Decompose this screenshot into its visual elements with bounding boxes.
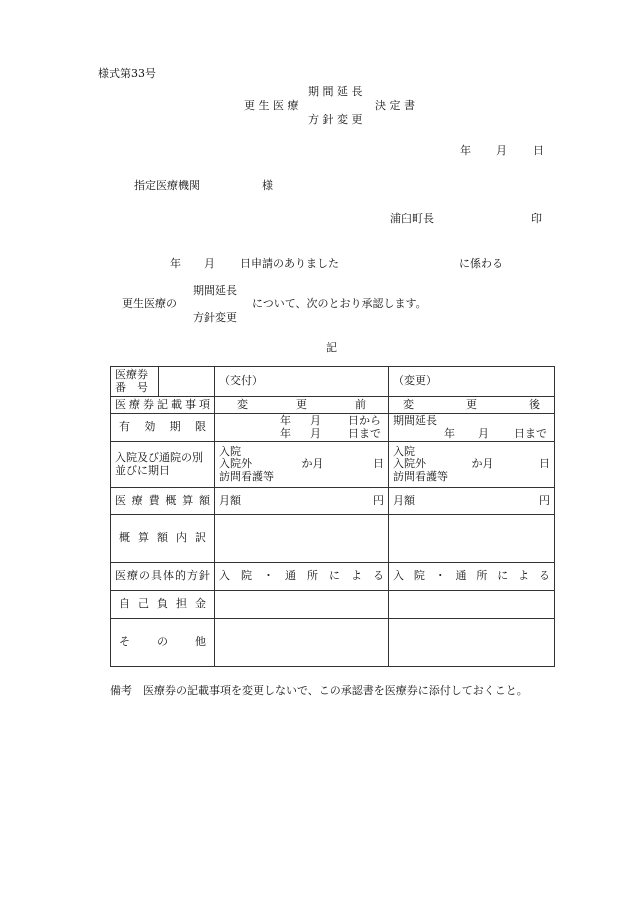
note: 備考 医療券の記載事項を変更しないで、この承認書を医療券に添付しておくこと。: [110, 684, 528, 697]
breakdown-after-cell: [389, 515, 555, 563]
table-row-ticket: [111, 367, 555, 397]
days-before-visit: 訪問看護等: [219, 469, 274, 483]
days-before-day: 日: [373, 457, 384, 471]
cost-after-cell: [389, 488, 555, 515]
items-after-2: 更: [466, 397, 477, 411]
approval-option-extension: 期間延長: [193, 284, 237, 297]
policy-b-3: 通: [285, 569, 296, 583]
breakdown-label: 概算額内訳: [111, 515, 215, 563]
ticket-label-line2: 番 号: [115, 380, 148, 394]
recipient-honorific: 様: [262, 179, 273, 192]
issuer-name: 浦臼町長: [390, 212, 434, 225]
policy-b-1: 院: [241, 569, 252, 583]
policy-b-6: よ: [351, 569, 362, 583]
table-row-period: [111, 414, 555, 442]
col-before-label: （交付）: [219, 374, 263, 388]
table-row-policy: [111, 563, 555, 591]
application-year: 年: [170, 257, 181, 270]
days-label-cell: [111, 442, 215, 488]
cost-label: 医療費概算額: [111, 488, 215, 515]
period-b2-day: 日まで: [348, 426, 381, 440]
cost-after-yen: 円: [539, 493, 550, 507]
copay-after-cell: [389, 591, 555, 619]
period-before-cell: [215, 414, 389, 442]
days-label-line2: 並びに期日: [115, 463, 170, 477]
table-row-days: [111, 442, 555, 488]
date-year: 年: [460, 144, 471, 157]
table-row-copay: [111, 591, 555, 619]
policy-a-3: 通: [455, 569, 467, 583]
policy-b-0: 入: [219, 569, 230, 583]
days-after-months: か月: [471, 457, 494, 471]
application-text: 日申請のありました: [240, 257, 339, 270]
period-b1-month: 月: [310, 413, 321, 427]
policy-a-2: ・: [434, 569, 446, 583]
date-month: 月: [496, 144, 507, 157]
period-after-cell: [389, 414, 555, 442]
policy-before-cell: [215, 563, 389, 591]
cost-before-yen: 円: [373, 493, 384, 507]
period-a2-day: 日まで: [514, 426, 547, 440]
ticket-label-line1: 医療券: [115, 367, 148, 381]
period-after-extension: 期間延長: [393, 413, 437, 427]
breakdown-before-cell: [215, 515, 389, 563]
days-label-line1: 入院及び通院の別: [115, 450, 203, 464]
other-before-cell: [215, 619, 389, 667]
items-after-1: 変: [403, 397, 414, 411]
policy-b-5: に: [329, 569, 340, 583]
recipient-name: 指定医療機関: [134, 179, 200, 192]
date-day: 日: [533, 144, 544, 157]
days-before-cell: [215, 442, 389, 488]
policy-b-7: る: [373, 569, 384, 583]
ticket-label-cell: [111, 367, 159, 397]
period-a2-year: 年: [444, 426, 455, 440]
table-row-breakdown: [111, 515, 555, 563]
days-before-months: か月: [301, 457, 324, 471]
issuer-seal: 印: [531, 212, 542, 225]
policy-after-cell: [389, 563, 555, 591]
title-prefix: 更 生 医 療: [244, 99, 299, 112]
table-row-cost: [111, 488, 555, 515]
days-after-visit: 訪問看護等: [393, 469, 448, 483]
col-after-cell: [389, 367, 555, 397]
items-before-3: 前: [355, 397, 366, 411]
table-row-items: [111, 397, 555, 414]
policy-a-0: 入: [393, 569, 404, 583]
policy-a-5: に: [497, 569, 509, 583]
form-number: 様式第33号: [98, 67, 156, 80]
cost-before-monthly: 月額: [219, 493, 241, 507]
policy-a-7: る: [538, 569, 550, 583]
table-row-other: [111, 619, 555, 667]
title-option-change: 方 針 変 更: [308, 113, 363, 126]
policy-b-2: ・: [263, 569, 274, 583]
other-label: そ の 他: [111, 619, 215, 667]
days-after-in: 入院: [393, 444, 415, 458]
days-after-cell: [389, 442, 555, 488]
cost-before-cell: [215, 488, 389, 515]
copay-before-cell: [215, 591, 389, 619]
ticket-number-cell: [159, 367, 215, 397]
policy-b-4: 所: [307, 569, 318, 583]
cost-after-monthly: 月額: [393, 493, 415, 507]
items-label: 医療券記載事項: [111, 397, 215, 414]
period-b1-year: 年: [280, 413, 291, 427]
copay-label: 自己負担金: [111, 591, 215, 619]
days-before-out: 入院外: [219, 457, 252, 471]
period-label: 有効期限: [111, 414, 215, 442]
policy-a-6: よ: [518, 569, 530, 583]
days-after-out: 入院外: [393, 457, 426, 471]
approval-text: について、次のとおり承認します。: [252, 297, 427, 310]
application-month: 月: [204, 257, 215, 270]
policy-label: 医療の具体的方針: [111, 563, 215, 591]
items-before-1: 変: [237, 397, 248, 411]
application-suffix: に係わる: [459, 257, 503, 270]
items-before-2: 更: [296, 397, 307, 411]
policy-a-1: 院: [413, 569, 425, 583]
col-after-label: （変更）: [393, 374, 437, 388]
title-suffix: 決 定 書: [375, 99, 415, 112]
period-b2-year: 年: [280, 426, 291, 440]
policy-a-4: 所: [476, 569, 488, 583]
items-after-cell: [389, 397, 555, 414]
items-before-cell: [215, 397, 389, 414]
details-table: [110, 366, 555, 667]
days-after-day: 日: [539, 457, 550, 471]
period-a2-month: 月: [478, 426, 489, 440]
days-before-in: 入院: [219, 444, 241, 458]
approval-prefix: 更生医療の: [122, 297, 177, 310]
period-b2-month: 月: [310, 426, 321, 440]
title-option-extension: 期 間 延 長: [308, 85, 363, 98]
ki-heading: 記: [326, 341, 337, 354]
items-after-3: 後: [529, 397, 540, 411]
col-before-cell: [215, 367, 389, 397]
approval-option-change: 方針変更: [193, 311, 237, 324]
period-b1-day: 日から: [348, 413, 381, 427]
other-after-cell: [389, 619, 555, 667]
